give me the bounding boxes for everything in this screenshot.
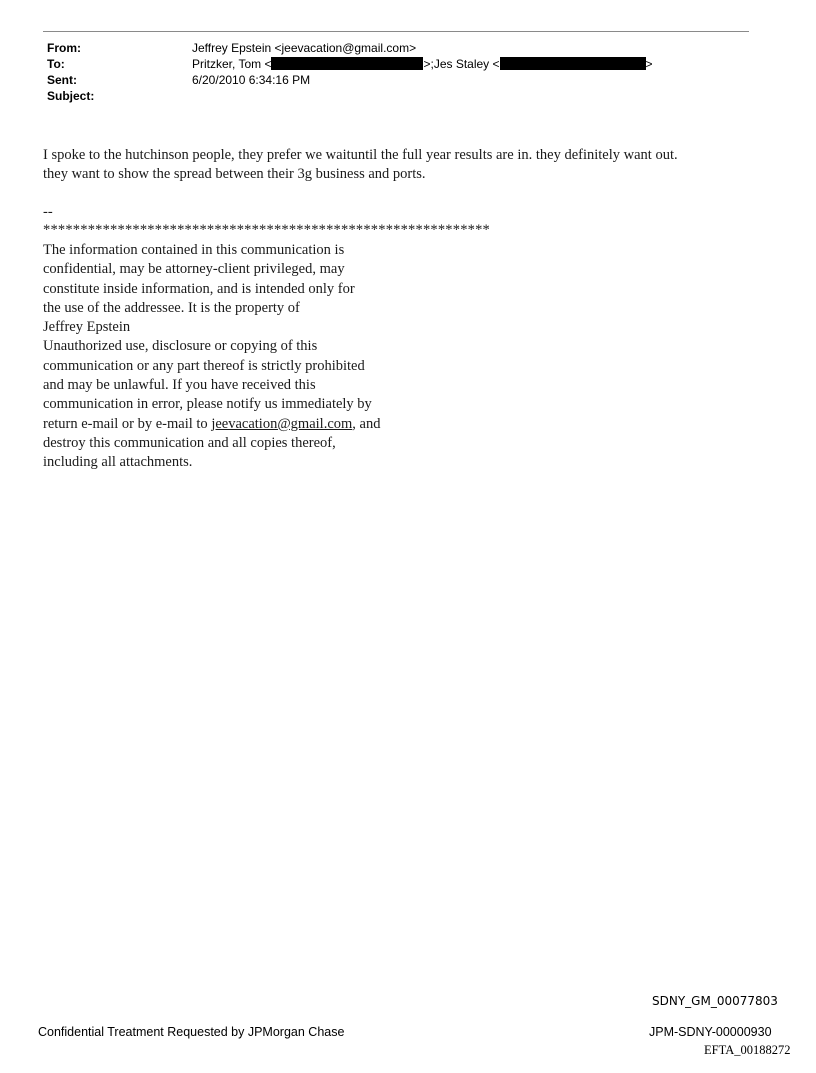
disclaimer-line: Unauthorized use, disclosure or copying of this <box>43 338 318 355</box>
disclaimer-line: the use of the addressee. It is the property of <box>43 299 300 316</box>
message-line: I spoke to the hutchinson people, they prefer we waituntil the full year results are in. they definitely want out. <box>43 147 678 163</box>
disclaimer-line <box>43 415 380 434</box>
redaction-block <box>271 57 423 70</box>
disclaimer-line: confidential, may be attorney-client privileged, may <box>43 261 345 278</box>
from-value: Jeffrey Epstein <jeevacation@gmail.com> <box>192 41 417 55</box>
disclaimer-line: destroy this communication and all copies thereof, <box>43 434 336 451</box>
confidential-notice: Confidential Treatment Requested by JPMorgan Chase <box>38 1025 345 1039</box>
from-label: From: <box>47 41 81 55</box>
to-value <box>192 57 653 71</box>
disclaimer-line: communication in error, please notify us immediately by <box>43 396 372 413</box>
message-line: they want to show the spread between their 3g business and ports. <box>43 166 426 182</box>
sent-label: Sent: <box>47 73 77 87</box>
subject-label: Subject: <box>47 89 95 103</box>
sent-value: 6/20/2010 6:34:16 PM <box>192 73 311 87</box>
redaction-block <box>500 57 646 70</box>
signature-stars: ************************************************************ <box>43 222 490 238</box>
disclaimer-line: Jeffrey Epstein <box>43 319 131 336</box>
message-body <box>43 146 678 184</box>
to-recipient-2: >;Jes Staley < <box>423 57 500 71</box>
header-divider <box>43 31 749 32</box>
disclaimer-line: including all attachments. <box>43 454 193 471</box>
bates-efta: EFTA_00188272 <box>704 1043 791 1057</box>
disclaimer-text: , and <box>352 415 381 432</box>
to-recipient-1: Pritzker, Tom < <box>192 57 272 71</box>
bates-jpm: JPM-SDNY-00000930 <box>649 1025 772 1039</box>
disclaimer-line: constitute inside information, and is intended only for <box>43 280 355 297</box>
to-label: To: <box>47 57 65 71</box>
to-recipient-end: > <box>645 57 653 71</box>
disclaimer <box>43 241 380 473</box>
signature-dashes: -- <box>43 204 53 220</box>
disclaimer-line: The information contained in this communication is <box>43 242 345 258</box>
email-link[interactable]: jeevacation@gmail.com <box>211 415 353 432</box>
disclaimer-text: return e-mail or by e-mail to <box>43 415 212 432</box>
disclaimer-line: communication or any part thereof is strictly prohibited <box>43 357 365 374</box>
disclaimer-line: and may be unlawful. If you have received this <box>43 377 316 394</box>
bates-sdny: SDNY_GM_00077803 <box>652 994 778 1008</box>
